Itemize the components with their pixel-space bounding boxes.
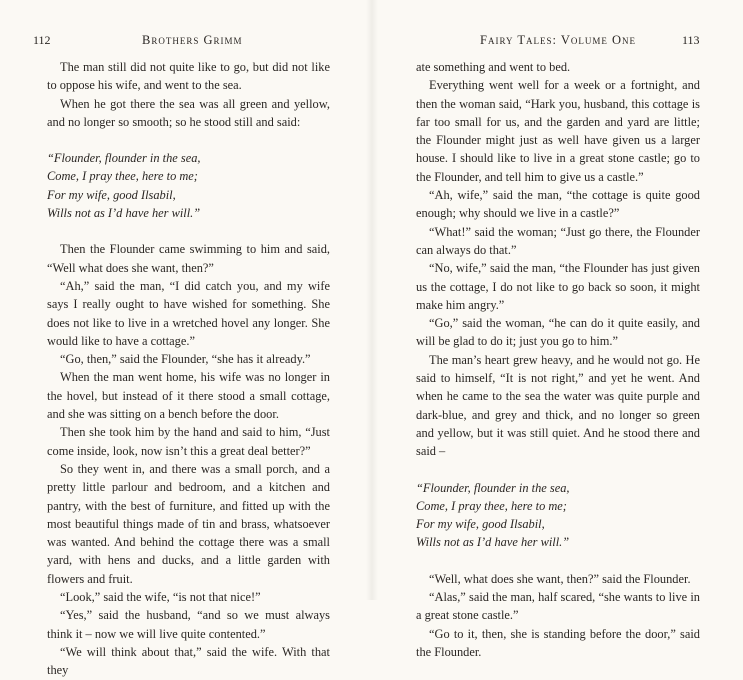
paragraph: “Go to it, then, she is standing before the door,” said the Flounder. xyxy=(416,626,700,659)
paragraph: “Ah,” said the man, “I did catch you, and my wife says I really ought to have wished for something. She does not like to live in a wretched hovel any longer. She would like to have a cottage.” xyxy=(47,278,330,348)
paragraph: The man still did not quite like to go, but did not like to oppose his wife, and went to the sea. xyxy=(47,60,330,93)
paragraph: “Well, what does she want, then?” said the Flounder. xyxy=(429,571,691,586)
verse-line: Wills not as I’d have her will.” xyxy=(416,535,570,550)
paragraph-continuation: ate something and went to bed. xyxy=(416,60,571,74)
verse-line: Come, I pray thee, here to me; xyxy=(47,169,198,184)
paragraph: “Alas,” said the man, half scared, “she wants to live in a great stone castle.” xyxy=(416,590,700,623)
page-body xyxy=(47,58,330,680)
page-number: 113 xyxy=(682,33,700,47)
verse xyxy=(47,149,330,222)
verse-line: Wills not as I’d have her will.” xyxy=(47,206,201,221)
running-head: Brothers Grimm xyxy=(142,33,243,47)
verse-line: “Flounder, flounder in the sea, xyxy=(416,480,570,495)
verse-line: Come, I pray thee, here to me; xyxy=(416,498,567,513)
paragraph: “Go, then,” said the Flounder, “she has it already.” xyxy=(60,352,311,367)
page-number: 112 xyxy=(33,33,51,47)
paragraph: “We will think about that,” said the wife. With that they xyxy=(47,644,330,678)
paragraph: Then the Flounder came swimming to him and said, “Well what does she want, then?” xyxy=(47,242,330,275)
paragraph: So they went in, and there was a small porch, and a pretty little parlour and bedroom, and a kitchen and pantry, with the best of furniture, and fitted up with the most beautiful things made of tin and brass, whatsoever was wanted. And behind the cottage there was a small yard, with hens and ducks, and a little garden with flowers and fruit. xyxy=(47,461,330,586)
right-page xyxy=(372,0,743,659)
paragraph: “What!” said the woman; “Just go there, the Flounder can always do that.” xyxy=(416,224,700,257)
paragraph: “No, wife,” said the man, “the Flounder has just given us the cottage, I do not like to go back so soon, it might make him angry.” xyxy=(416,261,700,312)
paragraph: Then she took him by the hand and said to him, “Just come inside, look, now isn’t this a great deal better?” xyxy=(47,425,330,458)
paragraph: When he got there the sea was all green and yellow, and no longer so smooth; so he stood still and said: xyxy=(47,96,330,129)
left-page xyxy=(0,0,371,678)
paragraph: “Go,” said the woman, “he can do it quite easily, and will be glad to do it; just you go to him.” xyxy=(416,316,700,349)
paragraph: “Look,” said the wife, “is not that nice!” xyxy=(60,590,261,605)
verse xyxy=(416,479,700,552)
running-head: Fairy Tales: Volume One xyxy=(480,33,637,47)
paragraph: “Yes,” said the husband, “and so we must always think it – now we will live quite contented.” xyxy=(47,608,330,641)
paragraph: The man’s heart grew heavy, and he would not go. He said to himself, “It is not right,” and yet he went. And when he came to the sea the water was quite purple and dark-blue, and grey and thick, and no longer so green and yellow, but it was still quiet. And he stood there and said – xyxy=(416,352,700,459)
verse-line: For my wife, good Ilsabil, xyxy=(416,517,545,532)
page-body xyxy=(416,58,700,661)
verse-line: For my wife, good Ilsabil, xyxy=(47,187,176,202)
paragraph: “Ah, wife,” said the man, “the cottage is quite good enough; why should we live in a castle?” xyxy=(416,188,700,221)
paragraph: Everything went well for a week or a fortnight, and then the woman said, “Hark you, husband, this cottage is far too small for us, and the garden and yard are little; the Flounder might just as well have given us a larger house. I should like to live in a great stone castle; go to the Flounder, and tell him to give us a castle.” xyxy=(416,78,700,184)
verse-line: “Flounder, flounder in the sea, xyxy=(47,151,201,166)
paragraph: When the man went home, his wife was no longer in the hovel, but instead of it there stood a small cottage, and she was sitting on a bench before the door. xyxy=(47,370,330,422)
